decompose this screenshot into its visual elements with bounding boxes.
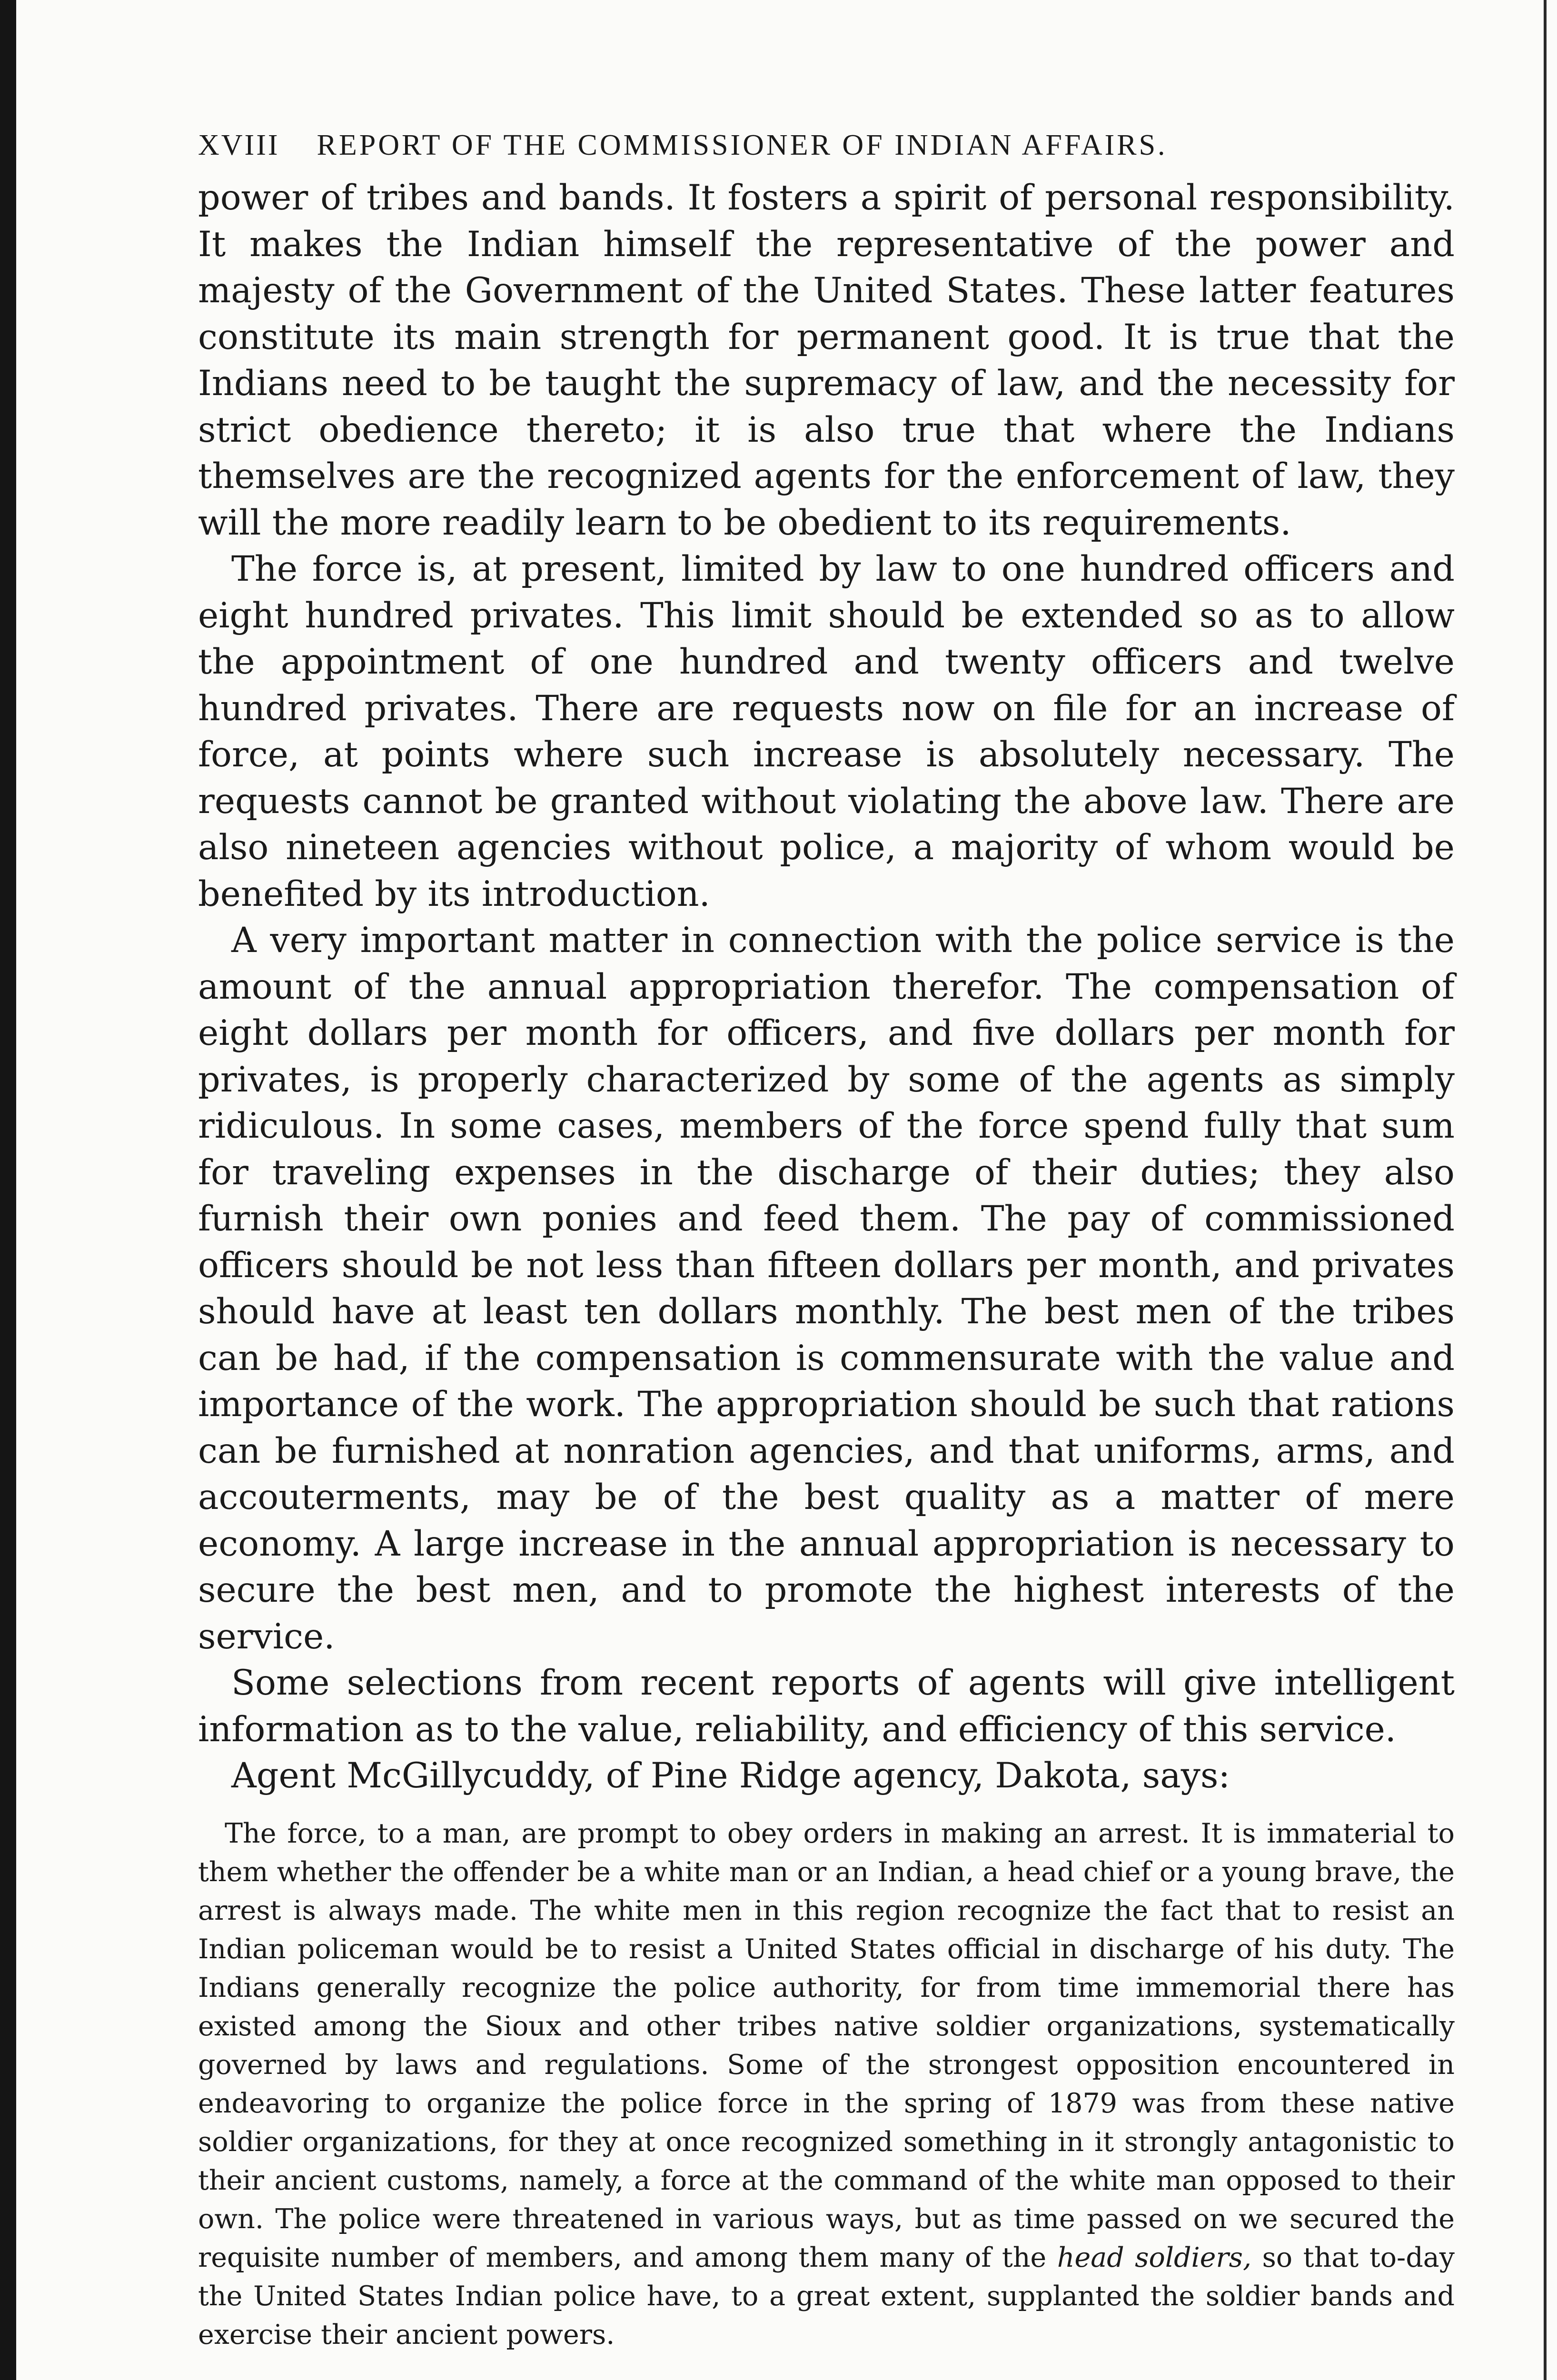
page-content bbox=[198, 129, 1455, 2380]
quote-emphasis: head soldiers, bbox=[1057, 2241, 1252, 2273]
quote-text-b: so that to-day the United States Indian police have, to a great extent, supplanted the soldier bands and exercise their ancient powers. bbox=[198, 2241, 1455, 2350]
block-quote bbox=[198, 1815, 1455, 2354]
running-title: REPORT OF THE COMMISSIONER OF INDIAN AFFAIRS. bbox=[317, 129, 1168, 161]
quote-text-a: The force, to a man, are prompt to obey orders in making an arrest. It is immaterial to them whether the offender be a white man or an Indian, a head chief or a young brave, the arrest is always made. The white men in this region recognize the fact that to resist an Indian policeman would be to resist a United States official in discharge of his duty. The Indians generally recognize the police authority, for from time immemorial there has existed among the Sioux and other tribes native soldier organizations, systematically governed by laws and regulations. Some of the strongest opposition encountered in endeavoring to organize the police force in the spring of 1879 was from these native soldier organizations, for they at once recognized something in it strongly antagonistic to their ancient customs, namely, a force at the command of the white man opposed to their own. The police were threatened in various ways, but as time passed on we secured the requisite number of members, and among them many of the bbox=[198, 1817, 1455, 2273]
paragraph-4: Some selections from recent reports of agents will give intelligent information as to the value, reliability, and efficiency of this service. bbox=[198, 1663, 1455, 1750]
running-head bbox=[198, 129, 1455, 162]
paragraph-1: power of tribes and bands. It fosters a spirit of personal responsibility. It makes the Indian himself the representative of the power and majesty of the Government of the United States. These latter features constitute its main strength for permanent good. It is true that the Indians need to be taught the supremacy of law, and the necessity for strict obedience thereto; it is also true that where the Indians themselves are the recognized agents for the enforcement of law, they will the more readily learn to be obedient to its requirements. bbox=[198, 178, 1455, 543]
paragraph-2: The force is, at present, limited by law to one hundred officers and eight hundred privates. This limit should be extended so as to allow the appointment of one hundred and twenty officers and twelve hundred privates. There are requests now on file for an increase of force, at points where such increase is absolutely necessary. The requests cannot be granted without violating the above law. There are also nineteen agencies without police, a majority of whom would be benefited by its introduction. bbox=[198, 549, 1455, 914]
page-number: XVIII bbox=[198, 129, 280, 161]
paragraph-3: A very important matter in connection with the police service is the amount of the annual appropriation therefor. The compensation of eight dollars per month for officers, and five dollars per month for privates, is properly characterized by some of the agents as simply ridiculous. In some cases, members of the force spend fully that sum for traveling expenses in the discharge of their duties; they also furnish their own ponies and feed them. The pay of commissioned officers should be not less than fifteen dollars per month, and privates should have at least ten dollars monthly. The best men of the tribes can be had, if the compensation is commensurate with the value and importance of the work. The appropriation should be such that rations can be furnished at nonration agencies, and that uniforms, arms, and accouterments, may be of the best quality as a matter of mere economy. A large increase in the annual appropriation is necessary to secure the best men, and to promote the highest interests of the service. bbox=[198, 920, 1455, 1657]
scan-edge-right bbox=[1544, 0, 1547, 2380]
paragraph-5: Agent McGillycuddy, of Pine Ridge agency, Dakota, says: bbox=[231, 1755, 1230, 1796]
scan-edge-left bbox=[0, 0, 16, 2380]
